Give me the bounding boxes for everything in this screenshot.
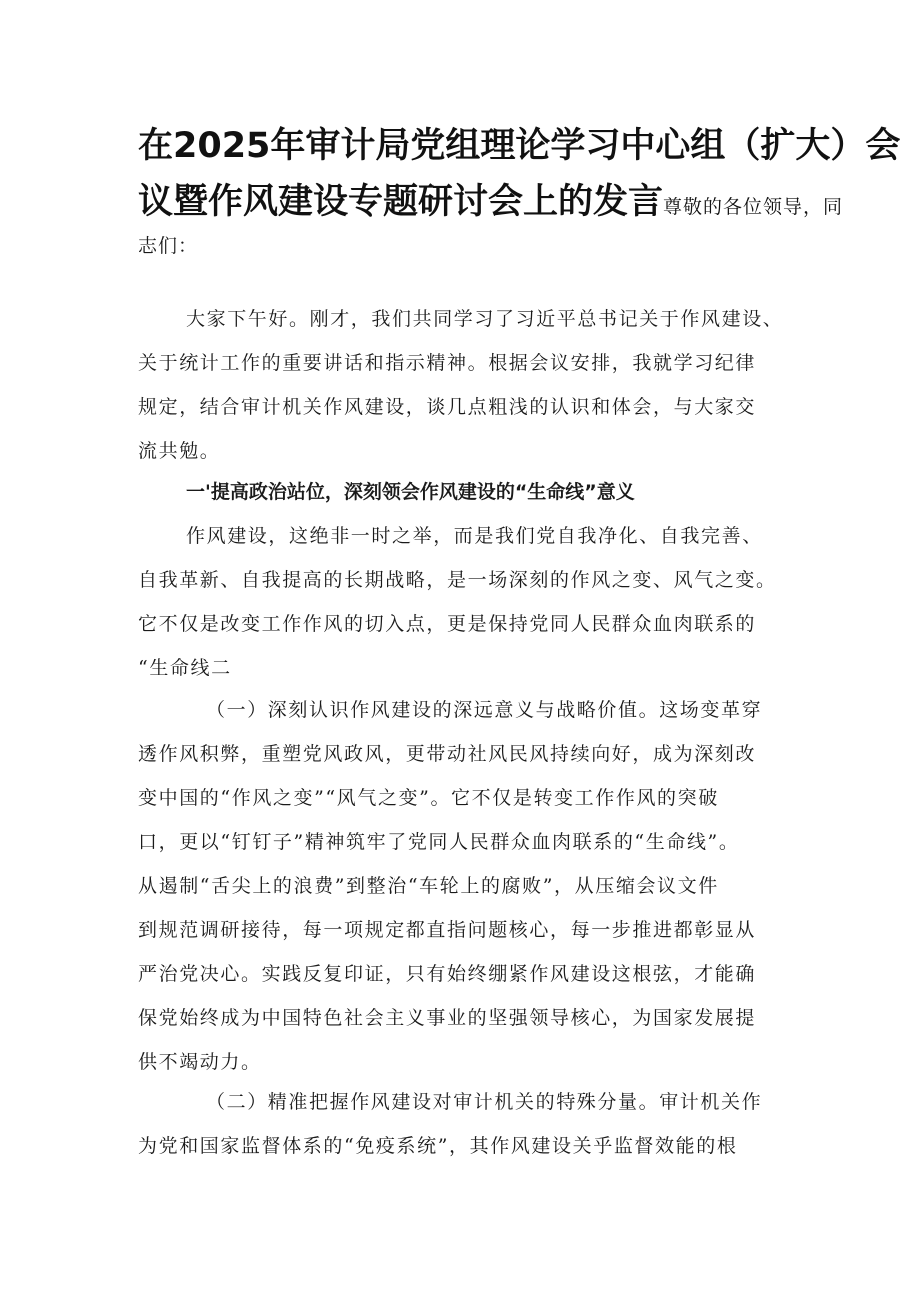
intro-paragraph bbox=[138, 297, 798, 473]
paragraph-line: （二）精准把握作风建设对审计机关的特殊分量。审计机关作 bbox=[206, 1091, 763, 1113]
section-heading-1: 一'提高政治站位，深刻领会作风建设的“生命线”意义 bbox=[186, 481, 635, 503]
salutation-inline: 尊敬的各位领导，同 bbox=[663, 196, 844, 218]
paragraph-line: 它不仅是改变工作作风的切入点，更是保持党同人民群众血肉联系的 bbox=[138, 613, 757, 635]
section1-paragraph bbox=[138, 514, 798, 690]
paragraph-line: 口，更以“钉钉子”精神筑牢了党同人民群众血肉联系的“生命线”。 bbox=[138, 831, 740, 853]
title-line-1: 在2025年审计局党组理论学习中心组（扩大）会 bbox=[138, 126, 901, 166]
paragraph-line: 自我革新、自我提高的长期战略，是一场深刻的作风之变、风气之变。 bbox=[138, 569, 777, 591]
subsection1-paragraph bbox=[138, 688, 798, 1084]
title-line-2 bbox=[138, 174, 844, 235]
paragraph-line: 为党和国家监督体系的“免疫系统”，其作风建设关乎监督效能的根 bbox=[138, 1135, 738, 1157]
document-title bbox=[138, 118, 901, 235]
paragraph-line: 从遏制“舌尖上的浪费”到整治“车轮上的腐败”，从压缩会议文件 bbox=[138, 875, 719, 897]
paragraph-line: 规定，结合审计机关作风建设，谈几点粗浅的认识和体会，与大家交 bbox=[138, 396, 757, 418]
paragraph-line: “生命线二 bbox=[138, 657, 232, 679]
paragraph-line: 透作风积弊，重塑党风政风，更带动社风民风持续向好，成为深刻改 bbox=[138, 743, 757, 765]
paragraph-line: 流共勉。 bbox=[138, 440, 221, 462]
paragraph-line: 到规范调研接待，每一项规定都直指问题核心，每一步推进都彰显从 bbox=[138, 919, 757, 941]
subsection2-paragraph bbox=[138, 1080, 798, 1168]
paragraph-line: 关于统计工作的重要讲话和指示精神。根据会议安排，我就学习纪律 bbox=[138, 352, 757, 374]
paragraph-line: 保党始终成为中国特色社会主义事业的坚强领导核心，为国家发展提 bbox=[138, 1007, 757, 1029]
title-line-2-text: 议暨作风建设专题研讨会上的发言 bbox=[138, 182, 664, 222]
paragraph-line: 供不竭动力。 bbox=[138, 1051, 262, 1073]
paragraph-line: 变中国的“作风之变”“风气之变”。它不仅是转变工作作风的突破 bbox=[138, 787, 719, 809]
paragraph-line: （一）深刻认识作风建设的深远意义与战略价值。这场变革穿 bbox=[206, 699, 763, 721]
paragraph-line: 大家下午好。刚才，我们共同学习了习近平总书记关于作风建设、 bbox=[186, 308, 784, 330]
paragraph-line: 作风建设，这绝非一时之举，而是我们党自我净化、自我完善、 bbox=[186, 525, 763, 547]
paragraph-line: 严治党决心。实践反复印证，只有始终绷紧作风建设这根弦，才能确 bbox=[138, 963, 757, 985]
salutation-continuation: 志们： bbox=[138, 235, 199, 257]
